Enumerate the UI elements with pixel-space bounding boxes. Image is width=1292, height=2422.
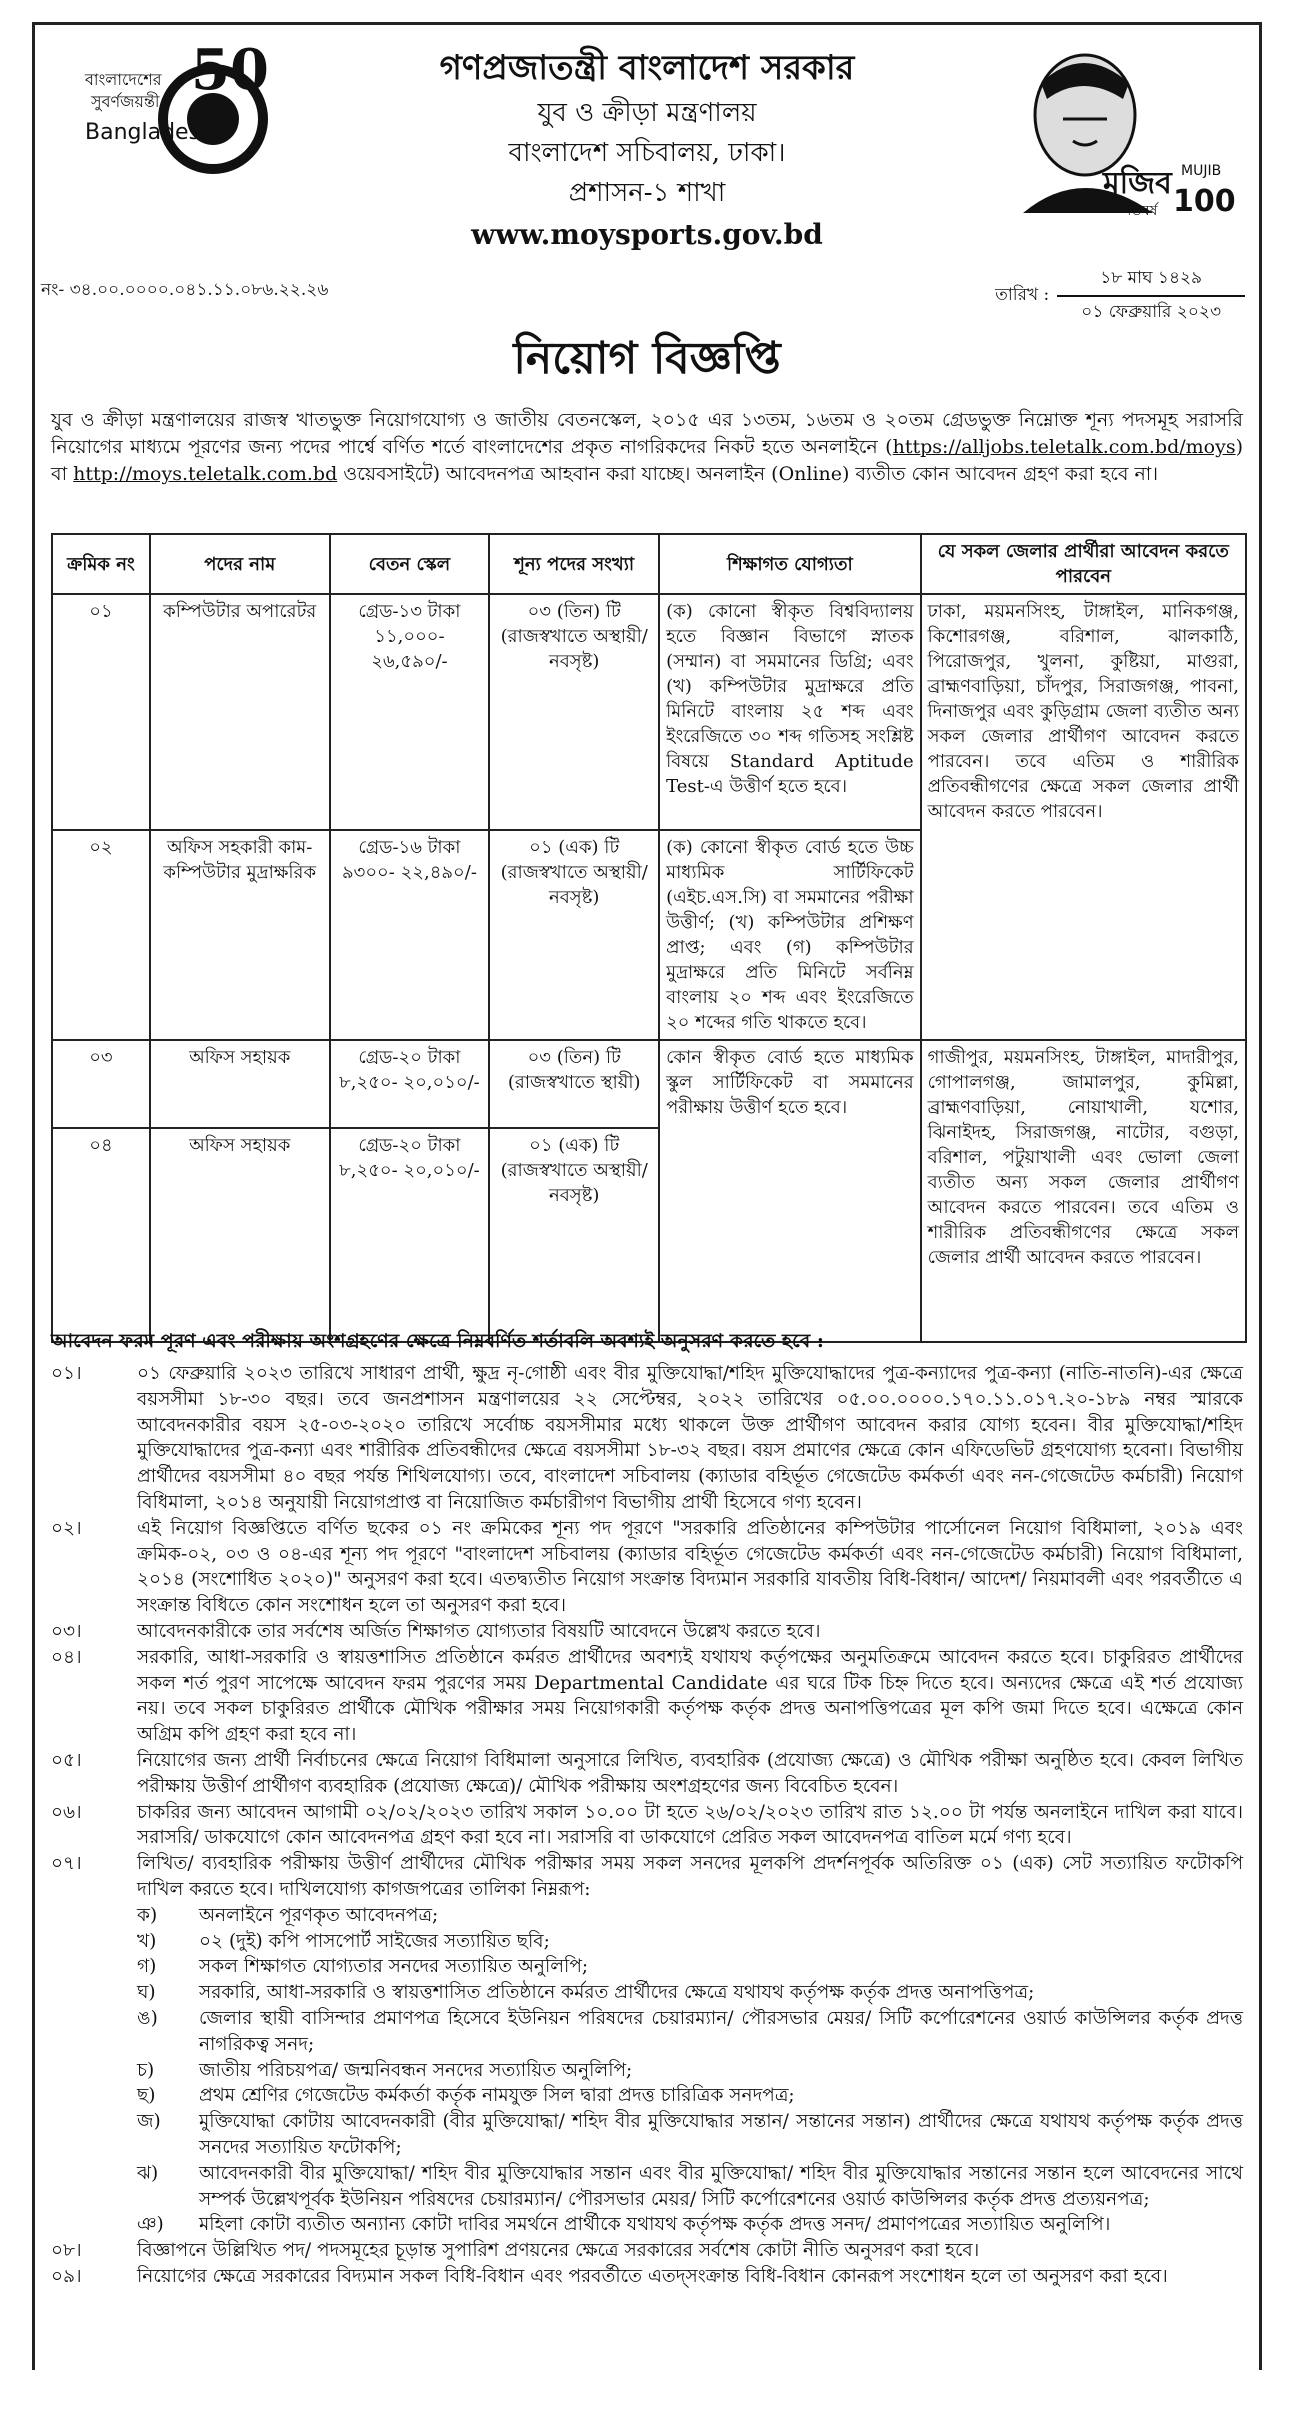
row-serial: ০৩ — [52, 1040, 150, 1128]
conditions-heading: আবেদন ফরম পূরণ এবং পরীক্ষায় অংশগ্রহণের ক্ষেত্রে নিম্নবর্ণিত শর্তাবলি অবশ্যই অনুসরণ করতে হবে : — [51, 1330, 824, 1352]
govt-name: গণপ্রজাতন্ত্রী বাংলাদেশ সরকার — [439, 48, 855, 88]
document-text: মুক্তিযোদ্ধা কোটায় আবেদনকারী (বীর মুক্তিযোদ্ধা/ শহিদ বীর মুক্তিযোদ্ধার সন্তান/ সন্তানের সন্তান) প্রার্থীদের ক্ষেত্রে যথাযথ কর্তৃপক্ষ কর্তৃক প্রদত্ত সনদের সত্যায়িত ফটোকপি; — [199, 2111, 1243, 2158]
logo-right-sub: শতবর্ষ — [1123, 203, 1158, 219]
document-key: ক) — [137, 1904, 158, 1926]
document-item — [137, 2006, 1243, 2058]
document-item — [137, 1980, 1243, 2006]
document-text: ০২ (দুই) কপি পাসপোর্ট সাইজের সত্যায়িত ছবি; — [199, 1930, 550, 1952]
item-text: সরকারি, আধা-সরকারি ও স্বায়ত্তশাসিত প্রতিষ্ঠানে কর্মরত প্রার্থীদের অবশ্যই যথাযথ কর্তৃপক্ষের অনুমতিক্রমে আবেদন করতে হবে। চাকুরিরত প্রার্থীদের সকল শর্ত পুরণ সাপেক্ষে আবেদন ফরম পুরণের সময় Departmental Candidate এর ঘরে টিক চিহ্ন দিতে হবে। অন্যদের ক্ষেত্রে এই শর্ত প্রযোজ্য নয়। তবে সকল চাকুরিরত প্রার্থীকে মৌখিক পরীক্ষার সময় নিয়োগকারী কর্তৃপক্ষ কর্তৃক প্রদত্ত অনাপত্তিপত্রের মূল কপি জমা দিতে হবে। এক্ষেত্রে কোন অগ্রিম কপি গ্রহণ করা হবে না। — [137, 1646, 1243, 1746]
row-post: অফিস সহায়ক — [150, 1040, 330, 1128]
logo-left-line2: সুবর্ণজয়ন্তী — [91, 92, 160, 111]
row-districts-3-4: গাজীপুর, ময়মনসিংহ, টাঙ্গাইল, মাদারীপুর, গোপালগঞ্জ, জামালপুর, কুমিল্লা, ব্রাহ্মণবাড়িয়া, নোয়াখালী, যশোর, ঝিনাইদহ, সিরাজগঞ্জ, নাটোর, বগুড়া, বরিশাল, পটুয়াখালী এবং ভোলা জেলা ব্যতীত অন্য সকল জেলার প্রার্থীগণ আবেদন করতে পারবেন। তবে এতিম ও শারীরিক প্রতিবন্ধীগণের ক্ষেত্রে সকল জেলার প্রার্থী আবেদন করতে পারবেন। — [921, 1040, 1246, 1342]
logo-right-num: 100 — [1173, 184, 1236, 219]
row-qualification: (ক) কোনো স্বীকৃত বিশ্ববিদ্যালয় হতে বিজ্ঞান বিভাগে স্নাতক (সম্মান) বা সমমানের ডিগ্রি; এবং (খ) কম্পিউটার মুদ্রাক্ষরে প্রতি মিনিটে বাংলায় ২৫ শব্দ এবং ইংরেজিতে ৩০ শব্দ গতিসহ সংশ্লিষ্ট বিষয়ে Standard Aptitude Test-এ উত্তীর্ণ হতে হবে। — [659, 594, 921, 830]
item-text: ০১ ফেব্রুয়ারি ২০২৩ তারিখে সাধারণ প্রার্থী, ক্ষুদ্র নৃ-গোষ্ঠী এবং বীর মুক্তিযোদ্ধা/শহিদ মুক্তিযোদ্ধাদের পুত্র-কন্যাদের পুত্র-কন্যা (নাতি-নাতনি)-এর ক্ষেত্রে বয়সসীমা ১৮-৩০ বছর। তবে জনপ্রশাসন মন্ত্রণালয়ের ২২ সেপ্টেম্বর, ২০২২ তারিখের ০৫.০০.০০০০.১৭০.১১.০১৭.২০-১৮৯ নম্বর স্মারকে আবেদনকারীর বয়স ২৫-০৩-২০২০ তারিখে সর্বোচ্চ বয়সসীমার মধ্যে থাকলে উক্ত প্রার্থীগণ আবেদন করার যোগ্য হবেন। বীর মুক্তিযোদ্ধা/শহিদ মুক্তিযোদ্ধাদের পুত্র-কন্যা এবং শারীরিক প্রতিবন্ধীদের ক্ষেত্রে বয়সসীমা ১৮-৩২ বছর। বয়স প্রমাণের ক্ষেত্রে কোন এফিডেভিট গ্রহণযোগ্য হবেনা। বিভাগীয় প্রার্থীদের বয়সসীমা ৪০ বছর পর্যন্ত শিথিলযোগ্য। তবে, বাংলাদেশ সচিবালয় (ক্যাডার বহির্ভূত গেজেটেড কর্মকর্তা এবং নন-গেজেটেড কর্মচারী) নিয়োগ বিধিমালা, ২০১৪ অনুযায়ী নিয়োগপ্রাপ্ত বা নিয়োজিত কর্মচারীগণ বিভাগীয় প্রার্থী হিসেবে গণ্য হবেন। — [137, 1363, 1243, 1513]
logo-right-en: MUJIB — [1181, 163, 1222, 179]
list-item — [51, 1645, 1243, 1748]
logo-left-line1: বাংলাদেশের — [85, 70, 162, 89]
table-row — [52, 594, 1246, 830]
document-item — [137, 2212, 1243, 2238]
golden-jubilee-logo — [85, 37, 275, 187]
item-text: লিখিত/ ব্যবহারিক পরীক্ষায় উত্তীর্ণ প্রার্থীদের মৌখিক পরীক্ষার সময় সকল সনদের মূলকপি প্রদর্শনপূর্বক অতিরিক্ত ০১ (এক) সেট সত্যায়িত ফটোকপি দাখিল করতে হবে। দাখিলযোগ্য কাগজপত্রের তালিকা নিম্নরূপ: — [137, 1853, 1243, 1900]
moys-teletalk-link[interactable]: http://moys.teletalk.com.bd — [73, 463, 338, 485]
mujib-centenary-logo — [1003, 43, 1236, 223]
col-districts: যে সকল জেলার প্রার্থীরা আবেদন করতে পারবেন — [921, 534, 1246, 594]
letterhead — [35, 25, 1259, 270]
item-number: ০১। — [51, 1363, 82, 1384]
item-text: নিয়োগের জন্য প্রার্থী নির্বাচনের ক্ষেত্রে নিয়োগ বিধিমালা অনুসারে লিখিত, ব্যবহারিক (প্রযোজ্য ক্ষেত্রে) ও মৌখিক পরীক্ষা অনুষ্ঠিত হবে। কেবল লিখিত পরীক্ষায় উত্তীর্ণ প্রার্থীগণ ব্যবহারিক (প্রযোজ্য ক্ষেত্রে)/ মৌখিক পরীক্ষায় অংশগ্রহণের জন্য বিবেচিত হবেন। — [137, 1749, 1243, 1797]
document-text: মহিলা কোটা ব্যতীত অন্যান্য কোটা দাবির সমর্থনে প্রার্থীকে যথাযথ কর্তৃপক্ষ কর্তৃক প্রদত্ত সনদ/ প্রমাণপত্রের সত্যায়িত অনুলিপি। — [199, 2214, 1111, 2236]
notice-title: নিয়োগ বিজ্ঞপ্তি — [513, 333, 781, 384]
document-key: জ) — [137, 2111, 161, 2133]
document-text: অনলাইনে পূরণকৃত আবেদনপত্র; — [199, 1904, 439, 1926]
row-vacancy: ০৩ (তিন) টি (রাজস্বখাতে অস্থায়ী/নবসৃষ্ট) — [489, 594, 659, 830]
document-item — [137, 2058, 1243, 2084]
document-item — [137, 1954, 1243, 1980]
list-item — [51, 2238, 1243, 2264]
row-vacancy: ০১ (এক) টি (রাজস্বখাতে অস্থায়ী/নবসৃষ্ট) — [489, 1128, 659, 1342]
memo-number: নং- ৩৪.০০.০০০০.০৪১.১১.০৮৬.২২.২৬ — [41, 280, 329, 300]
date-bangla: ১৮ মাঘ ১৪২৯ — [1057, 263, 1245, 297]
document-key: ঝ) — [137, 2162, 159, 2184]
intro-part1: যুব ও ক্রীড়া মন্ত্রণালয়ের রাজস্ব খাতভুক্ত নিয়োগযোগ্য ও জাতীয় বেতনস্কেল, ২০১৫ এর ১৩তম, ১৬তম ও ২০তম গ্রেডভুক্ত নিম্নোক্ত শূন্য পদসমূহ সরাসরি নিয়োগের মাধ্যমে পূরণের জন্য পদের পার্শ্বে বর্ণিত শর্তে বাংলাদেশের প্রকৃত নাগরিকদের নিকট হতে অনলাইনে ( — [51, 409, 1243, 458]
document-text: জেলার স্থায়ী বাসিন্দার প্রমাণপত্র হিসেবে ইউনিয়ন পরিষদের চেয়ারম্যান/ পৌরসভার মেয়র/ সিটি কর্পোরেশনের ওয়ার্ড কাউন্সিলর কর্তৃক প্রদত্ত নাগরিকত্ব সনদ; — [199, 2007, 1243, 2055]
document-text: জাতীয় পরিচয়পত্র/ জন্মনিবন্ধন সনদের সত্যায়িত অনুলিপি; — [199, 2059, 633, 2081]
document-item — [137, 1903, 1243, 1929]
row-post: অফিস সহায়ক — [150, 1128, 330, 1342]
list-item — [51, 1748, 1243, 1800]
document-item — [137, 2083, 1243, 2109]
row-post: কম্পিউটার অপারেটর — [150, 594, 330, 830]
logo-left-line3: Bangladesh — [85, 120, 214, 145]
item-text: আবেদনকারীকে তার সর্বশেষ অর্জিত শিক্ষাগত যোগ্যতার বিষয়টি আবেদনে উল্লেখ করতে হবে। — [137, 1620, 821, 1642]
item-number: ০৫। — [51, 1749, 82, 1771]
intro-paragraph — [51, 407, 1243, 488]
item-text: বিজ্ঞাপনে উল্লিখিত পদ/ পদসমূহের চূড়ান্ত সুপারিশ প্রণয়নের ক্ষেত্রে সরকারের সর্বশেষ কোটা নীতি অনুসরণ করা হবে। — [137, 2240, 980, 2262]
document-text: সকল শিক্ষাগত যোগ্যতার সনদের সত্যায়িত অনুলিপি; — [199, 1956, 589, 1978]
document-key: চ) — [137, 2059, 155, 2081]
item-text: নিয়োগের ক্ষেত্রে সরকারের বিদ্যমান সকল বিধি-বিধান এবং পরবর্তীতে এতদ্সংক্রান্ত বিধি-বিধান কোনরূপ সংশোধন হলে তা অনুসরণ করা হবে। — [137, 2265, 1168, 2287]
document-item — [137, 2161, 1243, 2213]
document-key: ঞ) — [137, 2214, 164, 2236]
row-vacancy: ০৩ (তিন) টি (রাজস্বখাতে স্থায়ী) — [489, 1040, 659, 1128]
list-item — [51, 1619, 1243, 1645]
row-scale: গ্রেড-১৬ টাকা ৯৩০০- ২২,৪৯০/- — [330, 830, 490, 1040]
ministry-name: যুব ও ক্রীড়া মন্ত্রণালয় — [537, 98, 757, 128]
row-qualification: কোন স্বীকৃত বোর্ড হতে মাধ্যমিক স্কুল সার্টিফিকেট বা সমমানের পরীক্ষায় উত্তীর্ণ হতে হবে। — [659, 1040, 921, 1342]
document-key: খ) — [137, 1930, 157, 1952]
row-scale: গ্রেড-২০ টাকা ৮,২৫০- ২০,০১০/- — [330, 1128, 490, 1342]
row-qualification: (ক) কোনো স্বীকৃত বোর্ড হতে উচ্চ মাধ্যমিক সার্টিফিকেট (এইচ.এস.সি) বা সমমানের পরীক্ষা উত্তীর্ণ; (খ) কম্পিউটার প্রশিক্ষণ প্রাপ্ত; এবং (গ) কম্পিউটার মুদ্রাক্ষরে প্রতি মিনিটে সর্বনিম্ন বাংলায় ২০ শব্দ এবং ইংরেজিতে ২০ শব্দের গতি থাকতে হবে। — [659, 830, 921, 1040]
row-serial: ০৪ — [52, 1128, 150, 1342]
document-text: সরকারি, আধা-সরকারি ও স্বায়ত্তশাসিত প্রতিষ্ঠানে কর্মরত প্রার্থীদের ক্ষেত্রে যথাযথ কর্তৃপক্ষ কর্তৃক প্রদত্ত অনাপত্তিপত্র; — [199, 1982, 1035, 2004]
row-serial: ০২ — [52, 830, 150, 1040]
item-number: ০৩। — [51, 1620, 82, 1642]
logo-left-number: 50 — [191, 37, 269, 103]
item-text: চাকরির জন্য আবেদন আগামী ০২/০২/২০২৩ তারিখ সকাল ১০.০০ টা হতে ২৬/০২/২০২৩ তারিখ রাত ১২.০০ টা পর্যন্ত অনলাইনে দাখিল করা যাবে। সরাসরি/ ডাকযোগে কোন আবেদনপত্র গ্রহণ করা হবে না। সরাসরি বা ডাকযোগে প্রেরিত সকল আবেদনপত্র বাতিল মর্মে গণ্য হবে। — [137, 1801, 1243, 1849]
list-item — [51, 1851, 1243, 1903]
item-number: ০৭। — [51, 1853, 82, 1875]
alljobs-link[interactable]: https://alljobs.teletalk.com.bd/moys — [892, 436, 1236, 458]
document-key: ঙ) — [137, 2007, 158, 2029]
list-item — [51, 1516, 1243, 1619]
date-label: তারিখ : — [995, 285, 1050, 305]
intro-part3: ওয়েবসাইটে) আবেদনপত্র আহবান করা যাচ্ছে। অনলাইন (Online) ব্যতীত কোন আবেদন গ্রহণ করা হবে না। — [337, 463, 1159, 485]
secretariat-address: বাংলাদেশ সচিবালয়, ঢাকা। — [508, 138, 786, 168]
item-number: ০৯। — [51, 2265, 82, 2287]
date-english: ০১ ফেব্রুয়ারি ২০২৩ — [1081, 302, 1221, 322]
row-scale: গ্রেড-২০ টাকা ৮,২৫০- ২০,০১০/- — [330, 1040, 490, 1128]
item-number: ০৬। — [51, 1801, 82, 1823]
list-item — [51, 1361, 1243, 1516]
item-number: ০৮। — [51, 2240, 82, 2262]
letterhead-text — [365, 43, 929, 257]
item-number: ০২। — [51, 1517, 82, 1539]
document-key: ঘ) — [137, 1982, 156, 2004]
row-scale: গ্রেড-১৩ টাকা ১১,০০০- ২৬,৫৯০/- — [330, 594, 490, 830]
conditions-list — [51, 1361, 1243, 2290]
document-text: প্রথম শ্রেণির গেজেটেড কর্মকর্তা কর্তৃক নামযুক্ত সিল দ্বারা প্রদত্ত চারিত্রিক সনদপত্র; — [199, 2085, 795, 2107]
item-number: ০৪। — [51, 1646, 82, 1668]
table-row — [52, 1040, 1246, 1128]
logo-right-text: মুজিব — [1103, 166, 1172, 201]
col-vacancy: শূন্য পদের সংখ্যা — [489, 534, 659, 594]
col-scale: বেতন স্কেল — [330, 534, 490, 594]
issue-date — [995, 263, 1245, 329]
document-text: আবেদনকারী বীর মুক্তিযোদ্ধা/ শহিদ বীর মুক্তিযোদ্ধার সন্তান এবং বীর মুক্তিযোদ্ধা/ শহিদ বীর মুক্তিযোদ্ধার সন্তানের সন্তান হলে আবেদনের সাথে সম্পর্ক উল্লেখপূর্বক ইউনিয়ন পরিষদের চেয়ারম্যান/ পৌরসভার মেয়র/ সিটি কর্পোরেশনের ওয়ার্ড কাউন্সিলর কর্তৃক প্রদত্ত প্রত্যয়নপত্র; — [199, 2162, 1243, 2210]
branch-name: প্রশাসন-১ শাখা — [568, 178, 726, 208]
website-url: www.moysports.gov.bd — [471, 218, 823, 251]
table-header-row — [52, 534, 1246, 594]
row-vacancy: ০১ (এক) টি (রাজস্বখাতে অস্থায়ী/নবসৃষ্ট) — [489, 830, 659, 1040]
row-districts-1-2: ঢাকা, ময়মনসিংহ, টাঙ্গাইল, মানিকগঞ্জ, কিশোরগঞ্জ, বরিশাল, ঝালকাঠি, পিরোজপুর, খুলনা, কুষ্টিয়া, মাগুরা, ব্রাহ্মণবাড়িয়া, চাঁদপুর, সিরাজগঞ্জ, পাবনা, দিনাজপুর এবং কুড়িগ্রাম জেলা ব্যতীত অন্য সকল জেলার প্রার্থীগণ আবেদন করতে পারবেন। তবে এতিম ও শারীরিক প্রতিবন্ধীগণের ক্ষেত্রে সকল জেলার প্রার্থী আবেদন করতে পারবেন। — [921, 594, 1246, 1040]
document-item — [137, 2109, 1243, 2161]
col-serial: ক্রমিক নং — [52, 534, 150, 594]
row-serial: ০১ — [52, 594, 150, 830]
notice-page — [32, 22, 1262, 2370]
list-item — [51, 1800, 1243, 1852]
row-post: অফিস সহকারী কাম-কম্পিউটার মুদ্রাক্ষরিক — [150, 830, 330, 1040]
col-qualification: শিক্ষাগত যোগ্যতা — [659, 534, 921, 594]
vacancy-table — [51, 533, 1247, 1343]
document-key: ছ) — [137, 2085, 156, 2107]
item-text: এই নিয়োগ বিজ্ঞপ্তিতে বর্ণিত ছকের ০১ নং ক্রমিকের শূন্য পদ পূরণে "সরকারি প্রতিষ্ঠানের কম্পিউটার পার্সোনেল নিয়োগ বিধিমালা, ২০১৯ এবং ক্রমিক-০২, ০৩ ও ০৪-এর শূন্য পদ পূরণে "বাংলাদেশ সচিবালয় (ক্যাডার বহির্ভূত গেজেটেড কর্মকর্তা এবং নন-গেজেটেড কর্মচারী) নিয়োগ বিধিমালা, ২০১৪ (সংশোধিত ২০২০)" অনুসরণ করা হবে। এতদ্ব্যতীত নিয়োগ সংক্রান্ত বিদ্যমান সরকারি যাবতীয় বিধি-বিধান/ আদেশ/ নিয়মাবলী এবং পরবর্তীতে এ সংক্রান্ত বিধিতে কোন সংশোধন হলে তা অনুসরণ করা হবে। — [137, 1517, 1243, 1617]
col-post: পদের নাম — [150, 534, 330, 594]
document-key: গ) — [137, 1956, 157, 1978]
intro-part2: ) বা — [51, 436, 1243, 485]
list-item — [51, 2264, 1243, 2290]
document-item — [137, 1929, 1243, 1955]
